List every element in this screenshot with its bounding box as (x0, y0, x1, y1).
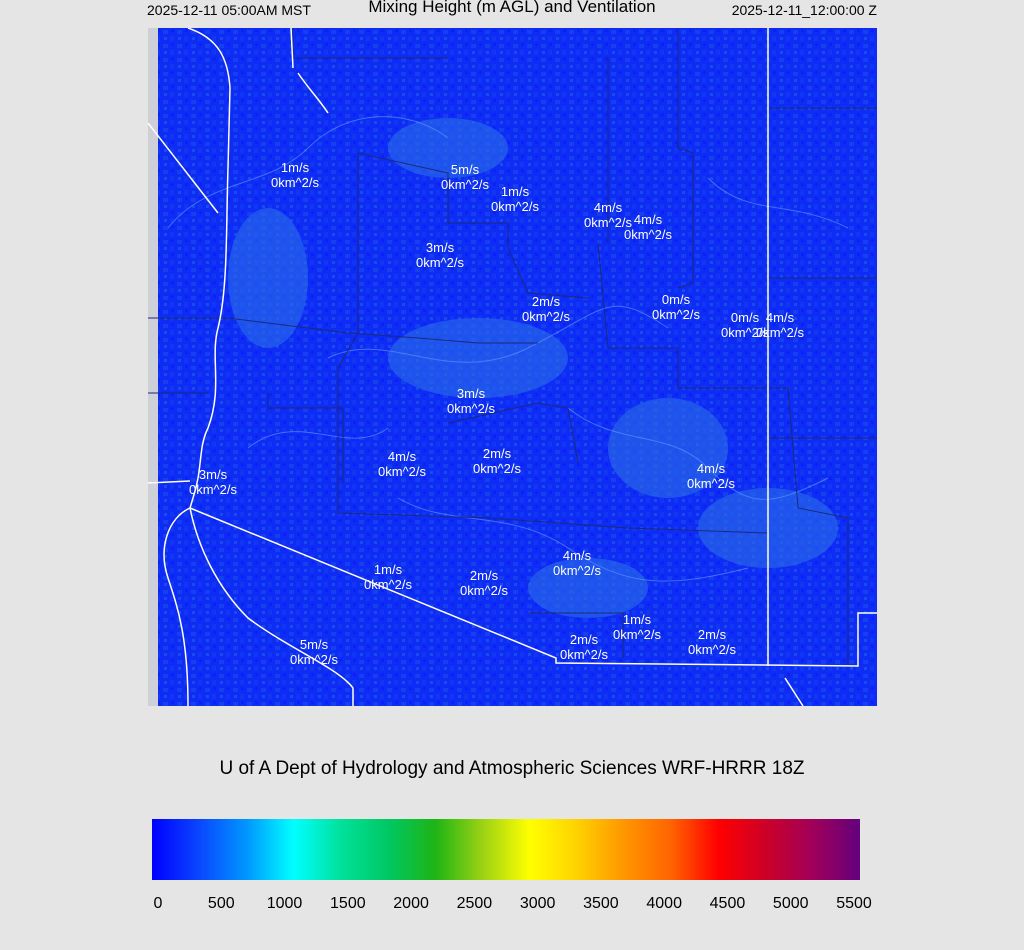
local-time: 2025-12-11 05:00AM MST (147, 2, 311, 18)
wind-speed-text: 4m/s (562, 548, 592, 563)
station-label (756, 310, 804, 340)
station-label (522, 294, 570, 324)
colorbar-tick-label: 3000 (519, 895, 556, 912)
station-label (491, 184, 539, 214)
colorbar-gradient (152, 819, 860, 880)
ventilation-text: 0km^2/s (521, 309, 571, 324)
ventilation-text: 0km^2/s (552, 563, 602, 578)
station-label (553, 548, 601, 578)
wind-speed-text: 4m/s (696, 461, 726, 476)
ventilation-text: 0km^2/s (188, 482, 238, 497)
station-label (441, 162, 489, 192)
ventilation-text: 0km^2/s (289, 652, 339, 667)
station-label (460, 568, 508, 598)
colorbar-tick-label: 5500 (836, 895, 872, 912)
ventilation-text: 0km^2/s (363, 577, 413, 592)
wind-speed-text: 4m/s (633, 212, 663, 227)
wind-speed-text: 3m/s (425, 240, 455, 255)
wind-speed-text: 2m/s (531, 294, 561, 309)
wind-speed-text: 2m/s (482, 446, 512, 461)
station-label (447, 386, 495, 416)
wind-speed-text: 1m/s (280, 160, 310, 175)
ventilation-text: 0km^2/s (612, 627, 662, 642)
mixing-height-map (148, 28, 877, 706)
wind-speed-text: 0m/s (730, 310, 760, 325)
station-label (613, 612, 661, 642)
colorbar-tick-label: 3500 (583, 895, 619, 912)
ventilation-text: 0km^2/s (440, 177, 490, 192)
ventilation-text: 0km^2/s (651, 307, 701, 322)
credit-line: U of A Dept of Hydrology and Atmospheric Sciences WRF-HRRR 18Z (219, 758, 805, 779)
valid-time: 2025-12-11_12:00:00 Z (731, 2, 877, 18)
ventilation-text: 0km^2/s (415, 255, 465, 270)
station-label (290, 637, 338, 667)
colorbar-tick-label: 4000 (646, 895, 682, 912)
colorbar-tick-label: 2500 (456, 895, 493, 912)
ventilation-text: 0km^2/s (755, 325, 805, 340)
ventilation-text: 0km^2/s (446, 401, 496, 416)
colorbar-tick-label: 500 (207, 895, 235, 912)
wind-speed-text: 0m/s (661, 292, 691, 307)
ventilation-text: 0km^2/s (583, 215, 633, 230)
wind-speed-text: 2m/s (697, 627, 727, 642)
wind-speed-text: 3m/s (198, 467, 228, 482)
wind-speed-text: 1m/s (373, 562, 403, 577)
station-label (189, 467, 237, 497)
wind-speed-text: 4m/s (387, 449, 417, 464)
wind-speed-text: 4m/s (593, 200, 623, 215)
ventilation-text: 0km^2/s (623, 227, 673, 242)
wind-speed-text: 2m/s (569, 632, 599, 647)
station-label (271, 160, 319, 190)
ventilation-text: 0km^2/s (270, 175, 320, 190)
wind-speed-text: 5m/s (450, 162, 480, 177)
station-label (560, 632, 608, 662)
colorbar-tick-label: 0 (153, 895, 163, 912)
station-label (416, 240, 464, 270)
station-label (652, 292, 700, 322)
ventilation-text: 0km^2/s (459, 583, 509, 598)
ventilation-text: 0km^2/s (377, 464, 427, 479)
station-label (364, 562, 412, 592)
colorbar (152, 819, 860, 880)
colorbar-tick-label: 4500 (709, 895, 746, 912)
colorbar-tick-label: 1000 (266, 895, 303, 912)
station-label (688, 627, 736, 657)
colorbar-tick-label: 1500 (330, 895, 366, 912)
ventilation-text: 0km^2/s (490, 199, 540, 214)
map-overlay (148, 28, 877, 706)
wind-speed-text: 1m/s (500, 184, 530, 199)
colorbar-ticks (152, 895, 872, 915)
ventilation-text: 0km^2/s (686, 476, 736, 491)
wind-speed-text: 3m/s (456, 386, 486, 401)
ventilation-text: 0km^2/s (559, 647, 609, 662)
ventilation-text: 0km^2/s (720, 325, 770, 340)
station-label (378, 449, 426, 479)
ventilation-text: 0km^2/s (472, 461, 522, 476)
station-label (624, 212, 672, 242)
colorbar-tick-label: 5000 (772, 895, 809, 912)
station-label (687, 461, 735, 491)
wind-speed-text: 1m/s (622, 612, 652, 627)
ventilation-text: 0km^2/s (687, 642, 737, 657)
station-label (473, 446, 521, 476)
wind-speed-text: 5m/s (299, 637, 329, 652)
wind-speed-text: 2m/s (469, 568, 499, 583)
wind-speed-text: 4m/s (765, 310, 795, 325)
map-title: Mixing Height (m AGL) and Ventilation (368, 0, 656, 16)
colorbar-tick-label: 2000 (393, 895, 429, 912)
